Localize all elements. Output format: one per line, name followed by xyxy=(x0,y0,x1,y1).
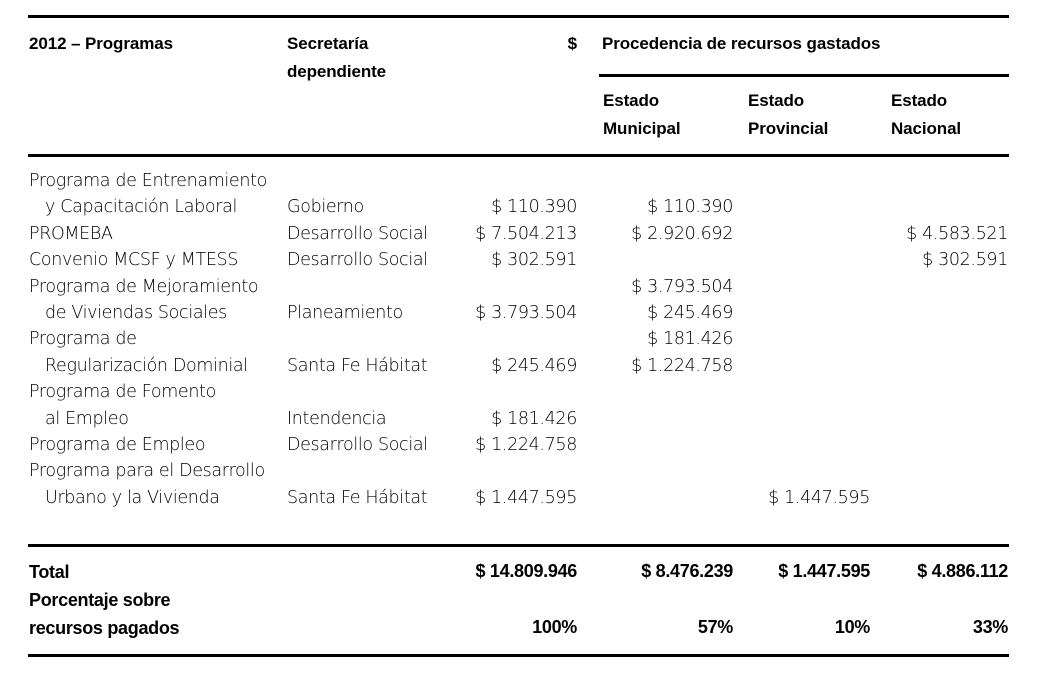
amount-value: $ 110.390 xyxy=(491,197,577,218)
total-label: Total xyxy=(29,562,70,582)
secretaria-value: Planeamiento xyxy=(287,303,403,323)
program-name-line: Regularización Dominial xyxy=(45,355,248,376)
program-name-line: al Empleo xyxy=(45,408,129,429)
table-bottom-rule xyxy=(28,654,1009,657)
column-header-programs: 2012 – Programas xyxy=(29,34,173,53)
percent-estado-provincial: 10% xyxy=(834,617,870,637)
percent-amount: 100% xyxy=(532,617,577,637)
column-header-estado-provincial-line2: Provincial xyxy=(748,119,829,138)
amount-value: $ 3.793.504 xyxy=(475,303,577,323)
secretaria-value: Desarrollo Social xyxy=(287,250,428,271)
column-group-header-procedencia: Procedencia de recursos gastados xyxy=(602,34,881,53)
column-header-amount: $ xyxy=(567,34,577,53)
program-name-line: Programa para el Desarrollo xyxy=(29,461,265,482)
amount-value: $ 1.224.758 xyxy=(475,435,577,455)
amount-value: $ 302.591 xyxy=(491,250,577,271)
column-header-estado-municipal-line1: Estado xyxy=(603,91,660,110)
total-estado-provincial: $ 1.447.595 xyxy=(778,561,870,581)
table-top-rule xyxy=(28,15,1009,18)
amount-value: $ 245.469 xyxy=(491,355,577,376)
header-bottom-rule xyxy=(28,154,1009,157)
program-name-line: Urbano y la Vivienda xyxy=(45,487,220,508)
program-name-line: Programa de Fomento xyxy=(29,382,216,403)
estado-provincial-value: $ 1.447.595 xyxy=(768,487,870,508)
column-header-estado-municipal-line2: Municipal xyxy=(603,119,681,138)
total-amount: $ 14.809.946 xyxy=(475,561,577,581)
program-name-line: Programa de Entrenamiento xyxy=(29,171,267,191)
group-header-rule xyxy=(599,74,1009,77)
estado-municipal-value: $ 181.426 xyxy=(647,329,733,350)
total-estado-nacional: $ 4.886.112 xyxy=(917,561,1008,581)
estado-municipal-value: $ 2.920.692 xyxy=(631,223,733,244)
program-name-line: de Viviendas Sociales xyxy=(45,303,227,323)
estado-nacional-value: $ 302.591 xyxy=(922,250,1008,271)
estado-municipal-value: $ 3.793.504 xyxy=(631,276,733,297)
program-name-line: Convenio MCSF y MTESS xyxy=(29,250,239,271)
amount-value: $ 1.447.595 xyxy=(475,487,577,508)
program-name-line: Programa de Mejoramiento xyxy=(29,276,259,297)
secretaria-value: Desarrollo Social xyxy=(287,435,428,455)
column-header-secretaria-line2: dependiente xyxy=(287,62,387,81)
secretaria-value: Gobierno xyxy=(287,197,364,218)
column-header-estado-provincial-line1: Estado xyxy=(748,91,805,110)
secretaria-value: Intendencia xyxy=(287,408,387,429)
total-estado-municipal: $ 8.476.239 xyxy=(641,561,733,581)
program-name-line: PROMEBA xyxy=(29,223,113,244)
amount-value: $ 181.426 xyxy=(491,408,577,429)
estado-municipal-value: $ 245.469 xyxy=(647,303,733,323)
percent-estado-municipal: 57% xyxy=(697,617,733,637)
program-name-line: y Capacitación Laboral xyxy=(45,197,237,218)
secretaria-value: Santa Fe Hábitat xyxy=(287,355,428,376)
secretaria-value: Santa Fe Hábitat xyxy=(287,487,428,508)
percent-label-line2: recursos pagados xyxy=(29,618,180,638)
program-name-line: Programa de xyxy=(29,329,137,350)
totals-separator-rule xyxy=(28,544,1009,547)
amount-value: $ 7.504.213 xyxy=(475,223,577,244)
estado-nacional-value: $ 4.583.521 xyxy=(906,223,1008,244)
secretaria-value: Desarrollo Social xyxy=(287,223,428,244)
estado-municipal-value: $ 1.224.758 xyxy=(631,355,733,376)
program-name-line: Programa de Empleo xyxy=(29,435,206,455)
column-header-secretaria-line1: Secretaría xyxy=(287,34,369,53)
percent-label-line1: Porcentaje sobre xyxy=(29,590,171,610)
percent-estado-nacional: 33% xyxy=(972,617,1008,637)
column-header-estado-nacional-line1: Estado xyxy=(891,91,948,110)
column-header-estado-nacional-line2: Nacional xyxy=(891,119,962,138)
estado-municipal-value: $ 110.390 xyxy=(647,197,733,218)
